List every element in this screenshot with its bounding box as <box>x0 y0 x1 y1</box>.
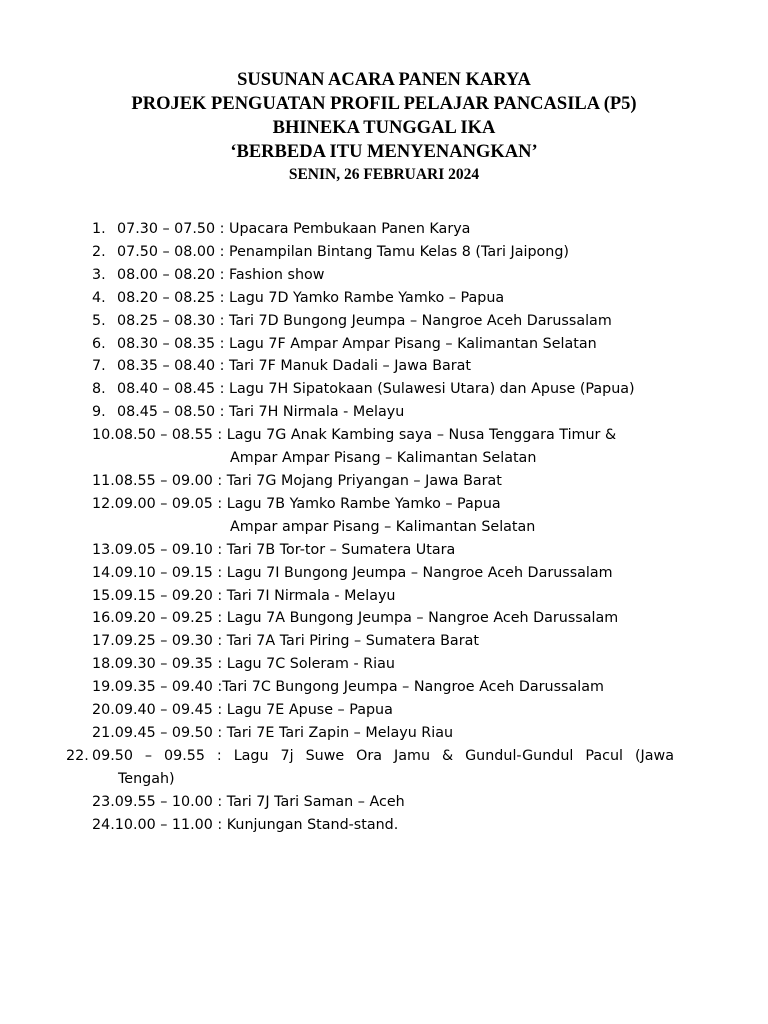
item-text: 09.00 – 09.05 : Lagu 7B Yamko Rambe Yamko – Papua <box>114 495 501 512</box>
item-text: 09.10 – 09.15 : Lagu 7I Bungong Jeumpa – Nangroe Aceh Darussalam <box>114 564 613 581</box>
item-number: 15. <box>92 587 115 604</box>
item-number: 19. <box>92 679 115 696</box>
schedule-item <box>92 653 674 676</box>
item-text: 08.35 – 08.40 : Tari 7F Manuk Dadali – Jawa Barat <box>117 358 472 375</box>
schedule-item <box>92 218 674 241</box>
item-text: 09.35 – 09.40 :Tari 7C Bungong Jeumpa – Nangroe Aceh Darussalam <box>114 679 604 696</box>
schedule-item <box>92 722 674 745</box>
item-text: 08.30 – 08.35 : Lagu 7F Ampar Ampar Pisang – Kalimantan Selatan <box>117 335 597 352</box>
item-number: 7. <box>92 358 106 375</box>
item-text: 08.00 – 08.20 : Fashion show <box>117 266 325 283</box>
item-continuation: Ampar Ampar Pisang – Kalimantan Selatan <box>230 450 537 467</box>
schedule-item <box>92 814 674 837</box>
item-text: 09.05 – 09.10 : Tari 7B Tor-tor – Sumatera Utara <box>114 541 456 558</box>
item-text: 09.45 – 09.50 : Tari 7E Tari Zapin – Melayu Riau <box>114 724 454 741</box>
item-number: 3. <box>92 266 106 283</box>
item-text: 09.50 – 09.55 : Lagu 7j Suwe Ora Jamu & Gundul-Gundul Pacul (Jawa Tengah) <box>92 747 674 787</box>
title-line-3: BHINEKA TUNGGAL IKA <box>272 118 496 138</box>
schedule-item <box>92 539 674 562</box>
schedule-item <box>92 607 674 630</box>
item-number: 2. <box>92 243 106 260</box>
item-number: 16. <box>92 610 115 627</box>
item-number: 14. <box>92 564 115 581</box>
item-text: 07.50 – 08.00 : Penampilan Bintang Tamu Kelas 8 (Tari Jaipong) <box>117 243 570 260</box>
schedule-item: 22. 09.50 – 09.55 : Lagu 7j Suwe Ora Jamu & Gundul-Gundul Pacul (Jawa Tengah) <box>66 747 674 787</box>
schedule-item <box>92 470 674 493</box>
title-line-4: ‘BERBEDA ITU MENYENANGKAN’ <box>230 142 538 162</box>
item-text: 08.50 – 08.55 : Lagu 7G Anak Kambing saya – Nusa Tenggara Timur & <box>114 427 617 444</box>
item-text: 09.40 – 09.45 : Lagu 7E Apuse – Papua <box>114 702 393 719</box>
item-continuation: Ampar ampar Pisang – Kalimantan Selatan <box>230 518 536 535</box>
document-header <box>0 68 768 186</box>
item-number: 5. <box>92 312 106 329</box>
item-number: 6. <box>92 335 106 352</box>
schedule-item <box>92 424 674 447</box>
item-number: 24. <box>92 816 115 833</box>
event-date: SENIN, 26 FEBRUARI 2024 <box>288 166 480 183</box>
item-text: 09.20 – 09.25 : Lagu 7A Bungong Jeumpa – Nangroe Aceh Darussalam <box>114 610 619 627</box>
schedule-item <box>92 264 674 287</box>
item-number: 4. <box>92 289 106 306</box>
item-text: 09.25 – 09.30 : Tari 7A Tari Piring – Sumatera Barat <box>114 633 479 650</box>
schedule-item <box>92 287 674 310</box>
schedule-item <box>92 355 674 378</box>
item-text: 08.20 – 08.25 : Lagu 7D Yamko Rambe Yamko – Papua <box>117 289 505 306</box>
schedule-item <box>92 562 674 585</box>
item-text: 09.30 – 09.35 : Lagu 7C Soleram - Riau <box>114 656 395 673</box>
schedule-item <box>92 378 674 401</box>
schedule-item <box>92 585 674 608</box>
schedule-item <box>92 241 674 264</box>
schedule-item <box>92 699 674 722</box>
item-text: 08.25 – 08.30 : Tari 7D Bungong Jeumpa – Nangroe Aceh Darussalam <box>117 312 612 329</box>
item-text: 09.15 – 09.20 : Tari 7I Nirmala - Melayu <box>114 587 396 604</box>
schedule-item <box>92 630 674 653</box>
schedule-item <box>92 401 674 424</box>
item-text: 08.45 – 08.50 : Tari 7H Nirmala - Melayu <box>117 404 405 421</box>
title-line-1: SUSUNAN ACARA PANEN KARYA <box>237 70 531 90</box>
item-number: 23. <box>92 793 115 810</box>
item-number: 13. <box>92 541 115 558</box>
item-text: 10.00 – 11.00 : Kunjungan Stand-stand. <box>114 816 399 833</box>
schedule-item <box>92 791 674 814</box>
schedule-item <box>92 676 674 699</box>
item-number: 20. <box>92 702 115 719</box>
item-number: 17. <box>92 633 115 650</box>
item-text: 08.40 – 08.45 : Lagu 7H Sipatokaan (Sulawesi Utara) dan Apuse (Papua) <box>117 381 635 398</box>
item-number: 11. <box>92 472 115 489</box>
item-text: 07.30 – 07.50 : Upacara Pembukaan Panen Karya <box>117 221 471 237</box>
schedule-item <box>92 310 674 333</box>
item-number: 9. <box>92 404 106 421</box>
title-line-2: PROJEK PENGUATAN PROFIL PELAJAR PANCASILA (P5) <box>131 94 637 114</box>
schedule-item <box>92 493 674 516</box>
schedule-list <box>66 218 674 836</box>
item-number: 1. <box>92 221 106 237</box>
item-number: 10. <box>92 427 115 444</box>
schedule-item <box>92 333 674 356</box>
item-number: 21. <box>92 724 115 741</box>
item-text: 08.55 – 09.00 : Tari 7G Mojang Priyangan – Jawa Barat <box>114 472 502 489</box>
item-text: 09.55 – 10.00 : Tari 7J Tari Saman – Aceh <box>114 793 405 810</box>
item-number: 8. <box>92 381 106 398</box>
item-number: 12. <box>92 495 115 512</box>
item-number: 18. <box>92 656 115 673</box>
